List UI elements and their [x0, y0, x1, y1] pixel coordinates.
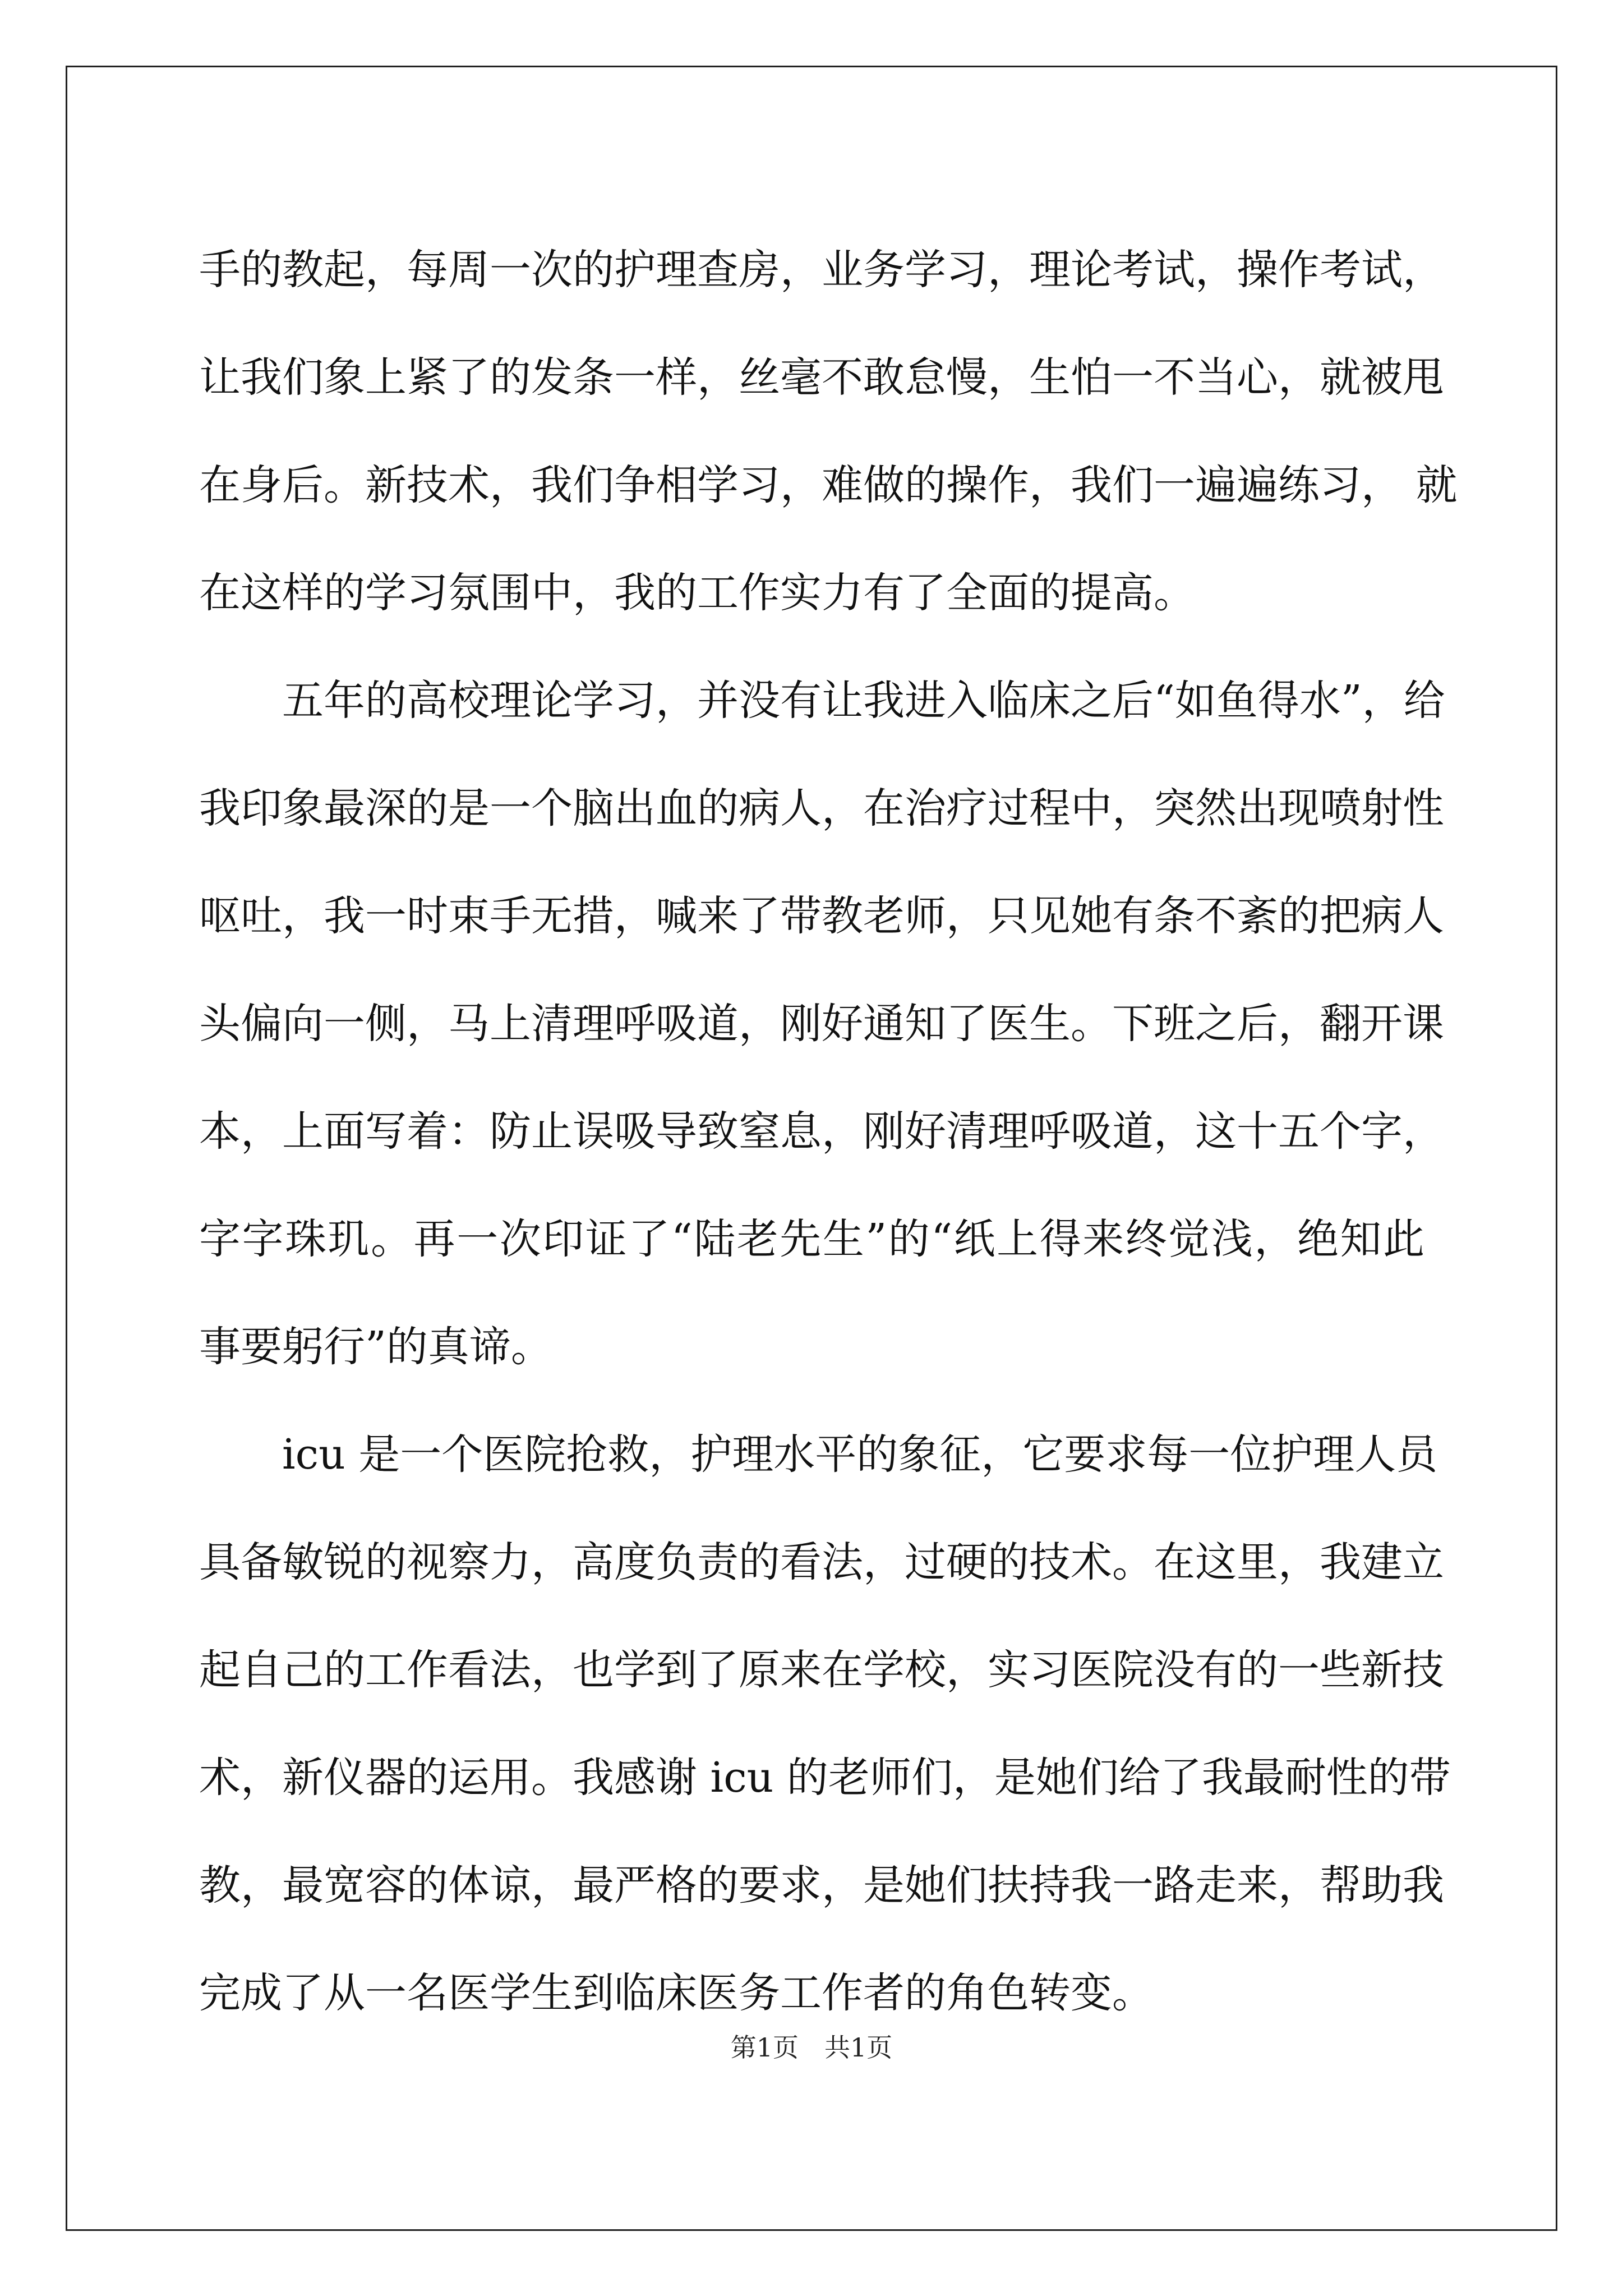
- paragraph-3-line-5: 教，最宽容的体谅，最严格的要求，是她们扶持我一路走来，帮助我: [199, 1861, 1444, 1910]
- paragraph-3-line-6: 完成了从一名医学生到临床医务工作者的角色转变。: [199, 1969, 1154, 2017]
- paragraph-2-line-6: 字字珠玑。再一次印证了“陆老先生”的“纸上得来终觉浅，绝知此: [199, 1215, 1424, 1263]
- document-body: [199, 216, 1458, 2047]
- page-number-total: 共1页: [824, 2032, 893, 2063]
- paragraph-1-line-3: 在身后。新技术，我们争相学习，难做的操作，我们一遍遍练习， 就: [199, 461, 1458, 509]
- paragraph-1-line-2: 让我们象上紧了的发条一样，丝毫不敢怠慢，生怕一不当心，就被甩: [199, 353, 1444, 402]
- paragraph-2-line-1: 五年的高校理论学习，并没有让我进入临床之后“如鱼得水”，给: [282, 677, 1445, 725]
- paragraph-2-line-7: 事要躬行”的真谛。: [199, 1323, 552, 1371]
- page-footer: [0, 2031, 1623, 2064]
- paragraph-2-line-5: 本，上面写着：防止误吸导致窒息，刚好清理呼吸道，这十五个字，: [199, 1107, 1444, 1156]
- paragraph-2-line-4: 头偏向一侧，马上清理呼吸道，刚好通知了医生。下班之后，翻开课: [199, 1000, 1444, 1048]
- paragraph-3-line-3: 起自己的工作看法，也学到了原来在学校，实习医院没有的一些新技: [199, 1646, 1444, 1694]
- paragraph-1-line-1: 手的教起，每周一次的护理查房，业务学习，理论考试，操作考试，: [199, 246, 1444, 294]
- paragraph-3-line-1: icu 是一个医院抢救，护理水平的象征，它要求每一位护理人员: [282, 1430, 1438, 1479]
- paragraph-2-line-2: 我印象最深的是一个脑出血的病人，在治疗过程中，突然出现喷射性: [199, 784, 1444, 832]
- paragraph-2-line-3: 呕吐，我一时束手无措，喊来了带教老师，只见她有条不紊的把病人: [199, 892, 1444, 940]
- paragraph-3-line-2: 具备敏锐的视察力，高度负责的看法，过硬的技术。在这里，我建立: [199, 1538, 1444, 1586]
- paragraph-3-line-4: 术，新仪器的运用。我感谢 icu 的老师们，是她们给了我最耐性的带: [199, 1754, 1451, 1802]
- page-number-current: 第1页: [730, 2032, 799, 2063]
- paragraph-1-line-4: 在这样的学习氛围中，我的工作实力有了全面的提高。: [199, 569, 1195, 617]
